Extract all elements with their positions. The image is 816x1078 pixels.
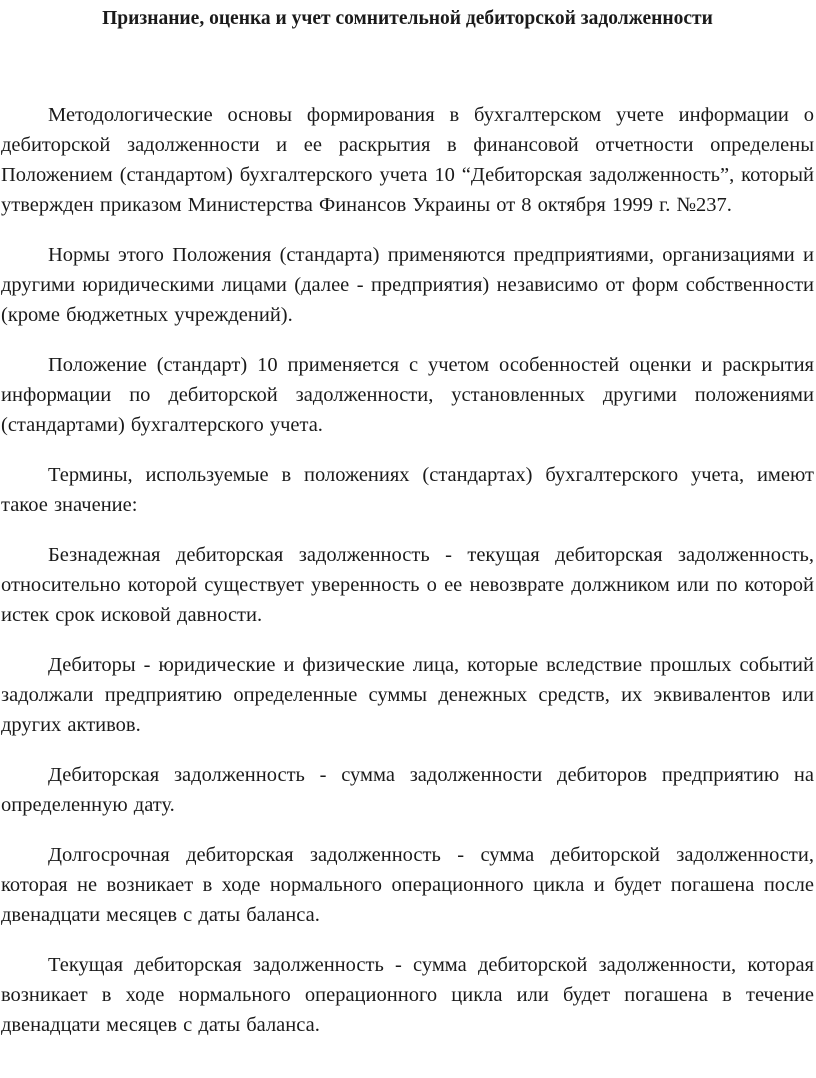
paragraph-methodology: Методологические основы формирования в бухгалтерском учете информации о дебиторской задолженности и ее раскрытия в финансовой отчетности определены Положением (стандартом) бухгалтерского учета 10 “Дебиторская задолженность”, который утвержден приказом Министерства Финансов Украины от 8 октября 1999 г. №237. (1, 104, 814, 216)
paragraph-term-long-term: Долгосрочная дебиторская задолженность - сумма дебиторской задолженности, которая не возникает в ходе нормального операционного цикла и будет погашена после двенадцати месяцев с даты баланса. (1, 844, 814, 926)
paragraph-term-debtors: Дебиторы - юридические и физические лица, которые вследствие прошлых событий задолжали предприятию определенные суммы денежных средств, их эквивалентов или других активов. (1, 654, 814, 736)
document-body (1, 100, 814, 1040)
paragraph-scope: Нормы этого Положения (стандарта) применяются предприятиями, организациями и другими юридическими лицами (далее - предприятия) независимо от форм собственности (кроме бюджетных учреждений). (1, 244, 814, 326)
paragraph-term-current: Текущая дебиторская задолженность - сумма дебиторской задолженности, которая возникает в ходе нормального операционного цикла или будет погашена в течение двенадцати месяцев с даты баланса. (1, 954, 814, 1036)
paragraph-term-receivables: Дебиторская задолженность - сумма задолженности дебиторов предприятию на определенную дату. (1, 764, 814, 816)
document-title: Признание, оценка и учет сомнительной дебиторской задолженности (102, 8, 713, 29)
paragraph-standard-10: Положение (стандарт) 10 применяется с учетом особенностей оценки и раскрытия информации по дебиторской задолженности, установленных другими положениями (стандартами) бухгалтерского учета. (1, 354, 814, 436)
paragraph-term-bad-debt: Безнадежная дебиторская задолженность - текущая дебиторская задолженность, относительно которой существует уверенность о ее невозврате должником или по которой истек срок исковой давности. (1, 544, 814, 626)
paragraph-terms-intro: Термины, используемые в положениях (стандартах) бухгалтерского учета, имеют такое значение: (1, 464, 814, 516)
